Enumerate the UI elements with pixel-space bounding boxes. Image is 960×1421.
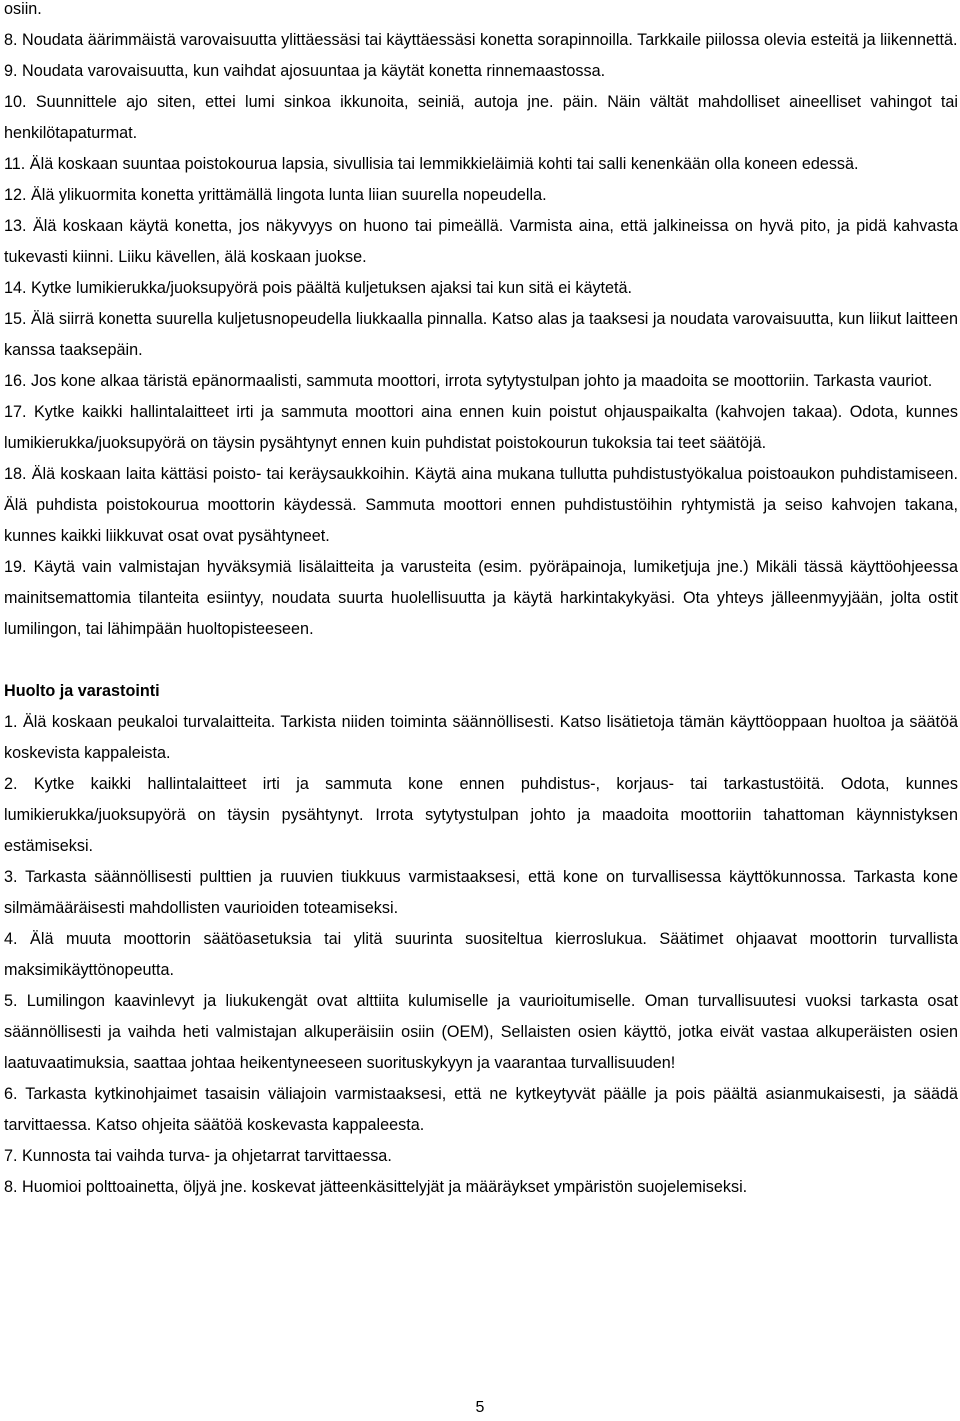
list-item: 13. Älä koskaan käytä konetta, jos näkyvyys on huono tai pimeällä. Varmista aina, että jalkineissa on hyvä pito, ja pidä kahvasta tukevasti kiinni. Liiku kävellen, älä koskaan juokse. (4, 217, 958, 266)
page-number: 5 (475, 1399, 485, 1416)
list-item: 1. Älä koskaan peukaloi turvalaitteita. Tarkista niiden toiminta säännöllisesti. Katso lisätietoja tämän käyttöoppaan huoltoa ja säätöä koskevista kappaleista. (4, 713, 958, 762)
list-item: 14. Kytke lumikierukka/juoksupyörä pois päältä kuljetuksen ajaksi tai kun sitä ei käytetä. (4, 279, 633, 297)
list-item: 12. Älä ylikuormita konetta yrittämällä lingota lunta liian suurella nopeudella. (4, 186, 547, 204)
list-item: 2. Kytke kaikki hallintalaitteet irti ja sammuta kone ennen puhdistus-, korjaus- tai tarkastustöitä. Odota, kunnes lumikierukka/juoksupyörä on täysin pysähtynyt. Irrota sytytystulpan johto ja maadoita moottoriin tahattoman käynnistyksen estämiseksi. (4, 775, 958, 855)
document-page (4, 0, 958, 1203)
list-item: 8. Noudata äärimmäistä varovaisuutta ylittäessäsi tai käyttäessäsi konetta sorapinnoilla. Tarkkaile piilossa olevia esteitä ja liikennettä. (4, 31, 958, 49)
list-item: 7. Kunnosta tai vaihda turva- ja ohjetarrat tarvittaessa. (4, 1147, 392, 1165)
list-item: 17. Kytke kaikki hallintalaitteet irti ja sammuta moottori aina ennen kuin poistut ohjauspaikalta (kahvojen takaa). Odota, kunnes lumikierukka/juoksupyörä on täysin pysähtynyt ennen kuin puhdistat poistokourun tukoksia tai teet säätöjä. (4, 403, 958, 452)
list-item: 15. Älä siirrä konetta suurella kuljetusnopeudella liukkaalla pinnalla. Katso alas ja taaksesi ja noudata varovaisuutta, kun liikut laitteen kanssa taaksepäin. (4, 310, 958, 359)
list-item: 18. Älä koskaan laita kättäsi poisto- tai keräysaukkoihin. Käytä aina mukana tullutta puhdistustyökalua poistoaukon puhdistamiseen. Älä puhdista poistokourua moottorin käydessä. Sammuta moottori ennen puhdistustöihin ryhtymistä ja seiso kahvojen takana, kunnes kaikki liikkuvat osat ovat pysähtyneet. (4, 465, 958, 545)
list-item: 16. Jos kone alkaa täristä epänormaalisti, sammuta moottori, irrota sytytystulpan johto ja maadoita se moottoriin. Tarkasta vauriot. (4, 372, 933, 390)
list-item: 11. Älä koskaan suuntaa poistokourua lapsia, sivullisia tai lemmikkieläimiä kohti tai salli kenenkään olla koneen edessä. (4, 155, 859, 173)
list-item: 8. Huomioi polttoainetta, öljyä jne. koskevat jätteenkäsittelyjät ja määräykset ympäristön suojelemiseksi. (4, 1178, 748, 1196)
list-item: 4. Älä muuta moottorin säätöasetuksia tai ylitä suurinta suositeltua kierroslukua. Säätimet ohjaavat moottorin turvallista maksimikäyttönopeutta. (4, 930, 958, 979)
section-heading: Huolto ja varastointi (4, 682, 160, 700)
list-item: 9. Noudata varovaisuutta, kun vaihdat ajosuuntaa ja käytät konetta rinnemaastossa. (4, 62, 606, 80)
list-item: osiin. (4, 0, 42, 18)
list-item: 5. Lumilingon kaavinlevyt ja liukukengät ovat alttiita kulumiselle ja vaurioitumiselle. Oman turvallisuutesi vuoksi tarkasta osat säännöllisesti ja vaihda heti valmistajan alkuperäisiin osiin (OEM), Sellaisten osien käyttö, jotka eivät vastaa alkuperäisten osien laatuvaatimuksia, saattaa johtaa heikentyneeseen suorituskykyyn ja vaarantaa turvallisuuden! (4, 992, 958, 1072)
list-item: 6. Tarkasta kytkinohjaimet tasaisin väliajoin varmistaaksesi, että ne kytkeytyvät päälle ja pois päältä asianmukaisesti, ja säädä tarvittaessa. Katso ohjeita säätöä koskevasta kappaleesta. (4, 1085, 958, 1134)
list-item: 10. Suunnittele ajo siten, ettei lumi sinkoa ikkunoita, seiniä, autoja jne. päin. Näin vältät mahdolliset aineelliset vahingot tai henkilötapaturmat. (4, 93, 958, 142)
list-item: 19. Käytä vain valmistajan hyväksymiä lisälaitteita ja varusteita (esim. pyöräpainoja, lumiketjuja jne.) Mikäli tässä käyttöohjeessa mainitsemattomia tilanteita esiintyy, noudata suurta huolellisuutta ja käytä harkintakykyäsi. Ota yhteys jälleenmyyjään, jolta ostit lumilingon, tai lähimpään huoltopisteeseen. (4, 558, 958, 638)
list-item: 3. Tarkasta säännöllisesti pulttien ja ruuvien tiukkuus varmistaaksesi, että kone on turvallisessa käyttökunnossa. Tarkasta kone silmämääräisesti mahdollisten vaurioiden toteamiseksi. (4, 868, 958, 917)
